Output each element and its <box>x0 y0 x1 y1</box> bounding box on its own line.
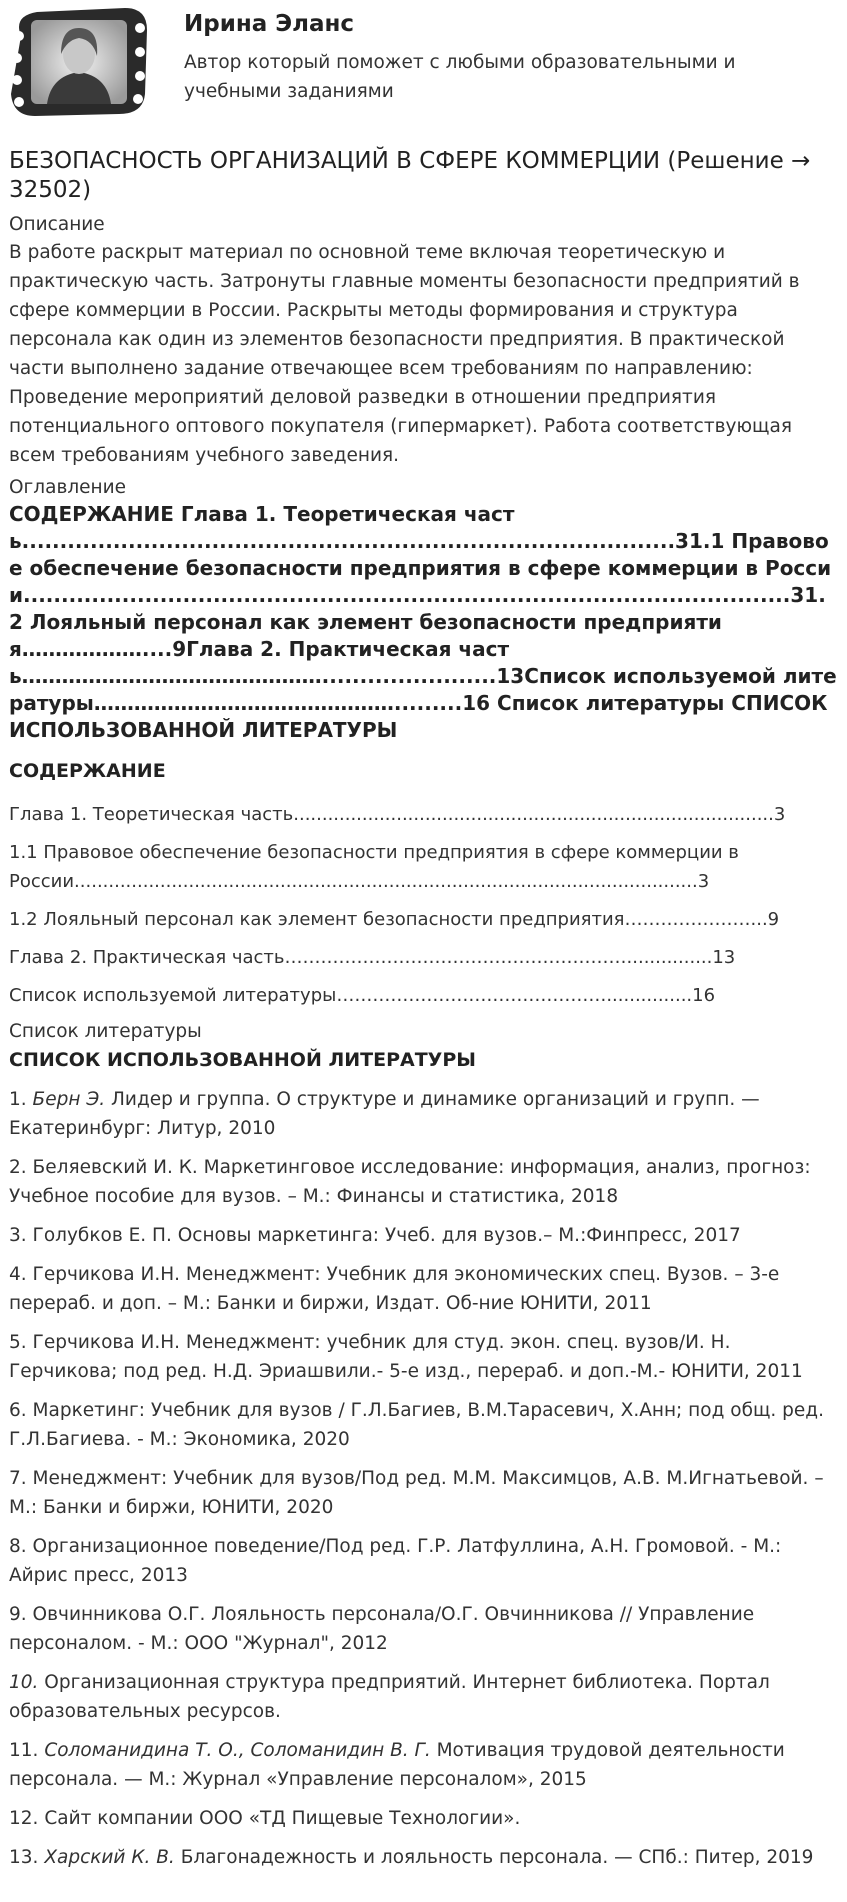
reference-text: Маркетинг: Учебник для вузов / Г.Л.Багиев, В.М.Тарасевич, Х.Анн; под общ. ред. Г.Л.Багиева. - М.: Экономика, 2020 <box>9 1400 824 1450</box>
reference-number: 1. <box>9 1089 33 1110</box>
reference-text: Герчикова И.Н. Менеджмент: учебник для студ. экон. спец. вузов/И. Н. Герчикова; под ред. Н.Д. Эриашвили.- 5-е изд., перераб. и доп.-М.- ЮНИТИ, 2011 <box>9 1332 803 1382</box>
reference-number: 8. <box>9 1536 33 1557</box>
reference-author: Харский К. В. <box>44 1847 175 1868</box>
reference-item <box>9 1085 838 1143</box>
reference-number: 4. <box>9 1264 33 1285</box>
toc-bold-text: СОДЕРЖАНИЕ Глава 1. Теоретическая часть......................................................................................31.1 Правовое обеспечение безопасности предприятия в сфере коммерции в России.....................................................................................................31.2 Лояльный персонал как элемент безопасности предприятия………………....9Глава 2. Практическая часть……………………………………….......................13Список используемой литературы……………………………………….........16 Список литературы СПИСОК ИСПОЛЬЗОВАННОЙ ЛИТЕРАТУРЫ <box>9 502 837 742</box>
reference-number: 3. <box>9 1225 33 1246</box>
references-heading: СПИСОК ИСПОЛЬЗОВАННОЙ ЛИТЕРАТУРЫ <box>9 1049 476 1071</box>
film-frame-icon <box>11 8 147 116</box>
author-description: Автор который поможет с любыми образовательными и учебными заданиями <box>184 52 736 102</box>
author-header <box>0 0 847 125</box>
contents-item: Глава 1. Теоретическая часть....................................................................................3 <box>9 804 786 825</box>
reference-author: Соломанидина Т. О., Соломанидин В. Г. <box>44 1740 431 1761</box>
reference-number: 2. <box>9 1157 33 1178</box>
toc-label: Оглавление <box>9 477 127 498</box>
main-content <box>0 147 847 1872</box>
reference-number: 10. <box>9 1672 39 1693</box>
contents-item: 1.1 Правовое обеспечение безопасности предприятия в сфере коммерции в России.............................................................................................................3 <box>9 842 739 892</box>
reference-text: Благонадежность и лояльность персонала. — СПб.: Питер, 2019 <box>174 1847 814 1868</box>
reference-text: Организационное поведение/Под ред. Г.Р. Латфуллина, А.Н. Громовой. - М.: Айрис пресс, 2013 <box>9 1536 782 1586</box>
reference-text: Организационная структура предприятий. Интернет библиотека. Портал образовательных ресурсов. <box>9 1672 770 1722</box>
reference-text: Беляевский И. К. Маркетинговое исследование: информация, анализ, прогноз: Учебное пособие для вузов. – М.: Финансы и статистика, 2018 <box>9 1157 811 1207</box>
reference-number: 9. <box>9 1604 33 1625</box>
reference-number: 13. <box>9 1847 45 1868</box>
reference-text: Овчинникова О.Г. Лояльность персонала/О.Г. Овчинникова // Управление персоналом. - М.: ООО "Журнал", 2012 <box>9 1604 755 1654</box>
reference-text: Герчикова И.Н. Менеджмент: Учебник для экономических спец. Вузов. – 3-е перераб. и доп. – М.: Банки и биржи, Издат. Об-ние ЮНИТИ, 2011 <box>9 1264 780 1314</box>
reference-item <box>9 1221 838 1250</box>
page-title: БЕЗОПАСНОСТЬ ОРГАНИЗАЦИЙ В СФЕРЕ КОММЕРЦИИ (Решение → 32502) <box>9 148 811 203</box>
contents-heading: СОДЕРЖАНИЕ <box>9 760 166 782</box>
reference-item <box>9 1843 838 1872</box>
author-name[interactable]: Ирина Эланс <box>184 11 355 37</box>
reference-text: Лидер и группа. О структуре и динамике организаций и групп. — Екатеринбург: Литур, 2010 <box>9 1089 760 1139</box>
reference-number: 6. <box>9 1400 33 1421</box>
description-text: В работе раскрыт материал по основной теме включая теоретическую и практическую часть. Затронуты главные моменты безопасности предприятий в сфере коммерции в России. Раскрыты методы формирования и структура персонала как один из элементов безопасности предприятия. В практической части выполнено задание отвечающее всем требованиям по направлению: Проведение мероприятий деловой разведки в отношении предприятия потенциального оптового покупателя (гипермаркет). Работа соответствующая всем требованиям учебного заведения. <box>9 242 800 466</box>
reference-item <box>9 1396 838 1454</box>
reference-item <box>9 1153 838 1211</box>
reference-item <box>9 1600 838 1658</box>
reference-item <box>9 1804 838 1833</box>
reference-text: Менеджмент: Учебник для вузов/Под ред. М.М. Максимцов, А.В. М.Игнатьевой. – М.: Банки и биржи, ЮНИТИ, 2020 <box>9 1468 824 1518</box>
reference-number: 11. <box>9 1740 45 1761</box>
reference-item <box>9 1328 838 1386</box>
contents-list <box>9 800 838 1010</box>
reference-item <box>9 1532 838 1590</box>
reference-item <box>9 1736 838 1794</box>
reference-number: 12. <box>9 1808 45 1829</box>
reference-item <box>9 1668 838 1726</box>
references-list <box>9 1085 838 1872</box>
references-label: Список литературы <box>9 1021 202 1042</box>
contents-item: 1.2 Лояльный персонал как элемент безопасности предприятия…………………...9 <box>9 909 780 930</box>
reference-number: 5. <box>9 1332 33 1353</box>
reference-text: Голубков Е. П. Основы маркетинга: Учеб. для вузов.– М.:Финпресс, 2017 <box>32 1225 741 1246</box>
reference-number: 7. <box>9 1468 33 1489</box>
reference-item <box>9 1464 838 1522</box>
contents-item: Список используемой литературы………………………………………...............16 <box>9 985 716 1006</box>
author-avatar <box>7 6 152 118</box>
reference-text: Мотивация трудовой деятельности персонала. — М.: Журнал «Управление персоналом», 2015 <box>9 1740 785 1790</box>
reference-item <box>9 1260 838 1318</box>
description-label: Описание <box>9 214 105 235</box>
reference-text: Сайт компании ООО «ТД Пищевые Технологии». <box>44 1808 521 1829</box>
reference-author: Берн Э. <box>32 1089 106 1110</box>
contents-item: Глава 2. Практическая часть…………………………………………………...............13 <box>9 947 736 968</box>
